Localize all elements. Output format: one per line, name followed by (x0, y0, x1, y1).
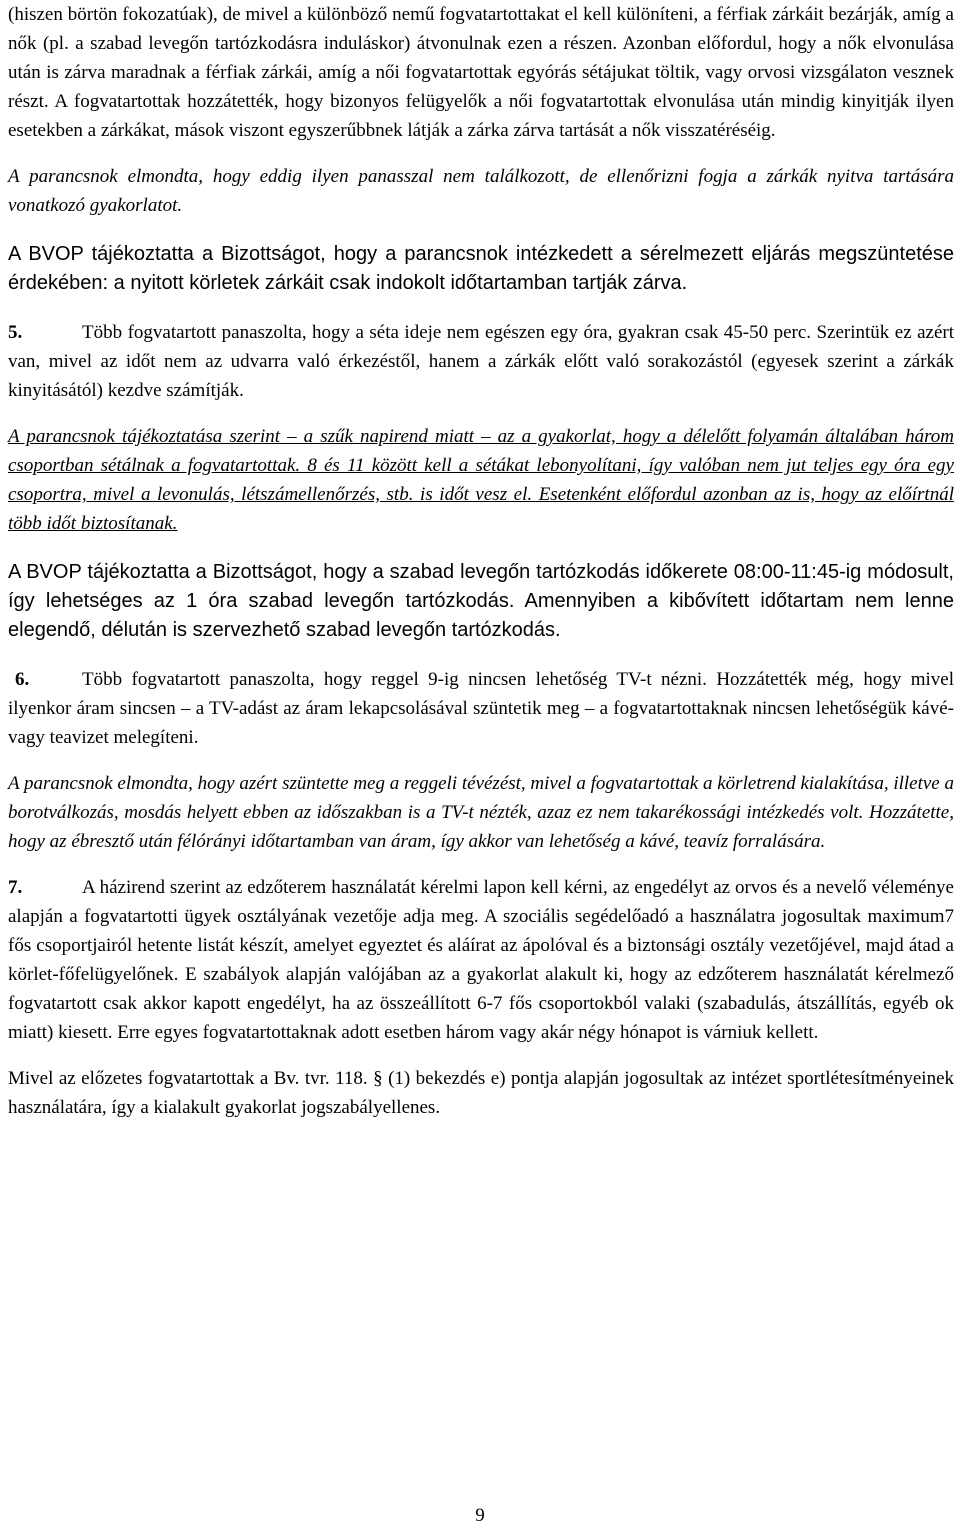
paragraph-continuation: (hiszen börtön fokozatúak), de mivel a különböző nemű fogvatartottakat el kell különíteni, a férfiak zárkáit bezárják, amíg a nők (pl. a szabad levegőn tartózkodásra induláskor) átvonulnak ezen a részen. Azonban előfordul, hogy a nők elvonulása után is zárva maradnak a férfiak zárkái, amíg a női fogvatartottak egyórás sétájukat töltik, vagy orvosi vizsgálaton vesznek részt. A fogvatartottak hozzátették, hogy bizonyos felügyelők a női fogvatartottak elvonulása után mindig kinyitják ilyen esetekben a zárkákat, mások viszont egyszerűbbnek látják a zárka zárva tartását a nők visszatéréséig. (8, 4, 954, 141)
item-number: 6. (15, 669, 30, 690)
document-page (8, 0, 954, 1122)
paragraph-text: Több fogvatartott panaszolta, hogy reggel 9-ig nincsen lehetőség TV-t nézni. Hozzátették még, hogy mivel ilyenkor áram sincsen – a TV-adást az áram lekapcsolásával szüntetik meg – a fogvatartottaknak nincsen lehetőségük kávé- vagy teavizet melegíteni. (8, 669, 954, 748)
paragraph-text: A házirend szerint az edzőterem használatát kérelmi lapon kell kérni, az engedélyt az orvos és a nevelő véleménye alapján a fogvatartotti ügyek osztályának vezetője adja meg. A szociális segédelőadó a használatra jogosultak maximum7 fős csoportjairól hetente listát készít, amelyet egyeztet és aláírat az ápolóval és a biztonsági osztály vezetőjével, majd átad a körlet-főfelügyelőnek. E szabályok alapján valójában az a gyakorlat alakult ki, hogy az edzőterem használatát kérelmező fogvatartott csak akkor kapott engedélyt, ha az összeállított 6-7 fős csoportokból valaki (szabadulás, átszállítás, egyéb ok miatt) kiesett. Erre egyes fogvatartottaknak adott esetben három vagy akár négy hónapot is várniuk kellett. (8, 877, 954, 1043)
paragraph-item-5 (8, 318, 954, 405)
paragraph-commander-reply-2: A parancsnok tájékoztatása szerint – a szűk napirend miatt – az a gyakorlat, hogy a délelőtt folyamán általában három csoportban sétálnak a fogvatartottak. 8 és 11 között kell a sétákat lebonyolítani, így valóban nem jut teljes egy óra egy csoportra, mivel a levonulás, létszámellenőrzés, stb. is időt vesz el. Esetenként előfordul azonban az is, hogy az előírtnál több időt biztosítanak. (8, 426, 954, 534)
paragraph-text: Több fogvatartott panaszolta, hogy a séta ideje nem egészen egy óra, gyakran csak 45-50 perc. Szerintük ez azért van, mivel az időt nem az udvarra való érkezéstől, hanem a zárkák előtt való sorakozástól (egyesek szerint a zárkák kinyitásától) kezdve számítják. (8, 322, 954, 401)
paragraph-bvop-response-1: A BVOP tájékoztatta a Bizottságot, hogy a parancsnok intézkedett a sérelmezett eljárás megszüntetése érdekében: a nyitott körletek zárkáit csak indokolt időtartamban tartják zárva. (8, 243, 954, 294)
paragraph-item-7 (8, 873, 954, 1047)
paragraph-commander-reply-3: A parancsnok elmondta, hogy azért szüntette meg a reggeli tévézést, mivel a fogvatartottak a körletrend kialakítása, illetve a borotválkozás, mosdás helyett ebben az időszakban is a TV-t nézték, azaz ez nem takarékossági intézkedés volt. Hozzátette, hogy az ébresztő után félórányi időtartamban van áram, így akkor van lehetőség a kávé, teavíz forralására. (8, 773, 954, 852)
page-number: 9 (475, 1505, 485, 1526)
paragraph-legal-basis: Mivel az előzetes fogvatartottak a Bv. tvr. 118. § (1) bekezdés e) pontja alapján jogosultak az intézet sportlétesítményeinek használatára, így a kialakult gyakorlat jogszabályellenes. (8, 1068, 954, 1118)
paragraph-commander-reply-1: A parancsnok elmondta, hogy eddig ilyen panasszal nem találkozott, de ellenőrizni fogja a zárkák nyitva tartására vonatkozó gyakorlatot. (8, 166, 954, 216)
item-number: 5. (8, 322, 23, 343)
paragraph-bvop-response-2: A BVOP tájékoztatta a Bizottságot, hogy a szabad levegőn tartózkodás időkerete 08:00-11:45-ig módosult, így lehetséges az 1 óra szabad levegőn tartózkodás. Amennyiben a kibővített időtartam nem lenne elegendő, délután is szervezhető szabad levegőn tartózkodás. (8, 561, 954, 641)
paragraph-item-6 (8, 665, 954, 752)
item-number: 7. (8, 877, 23, 898)
